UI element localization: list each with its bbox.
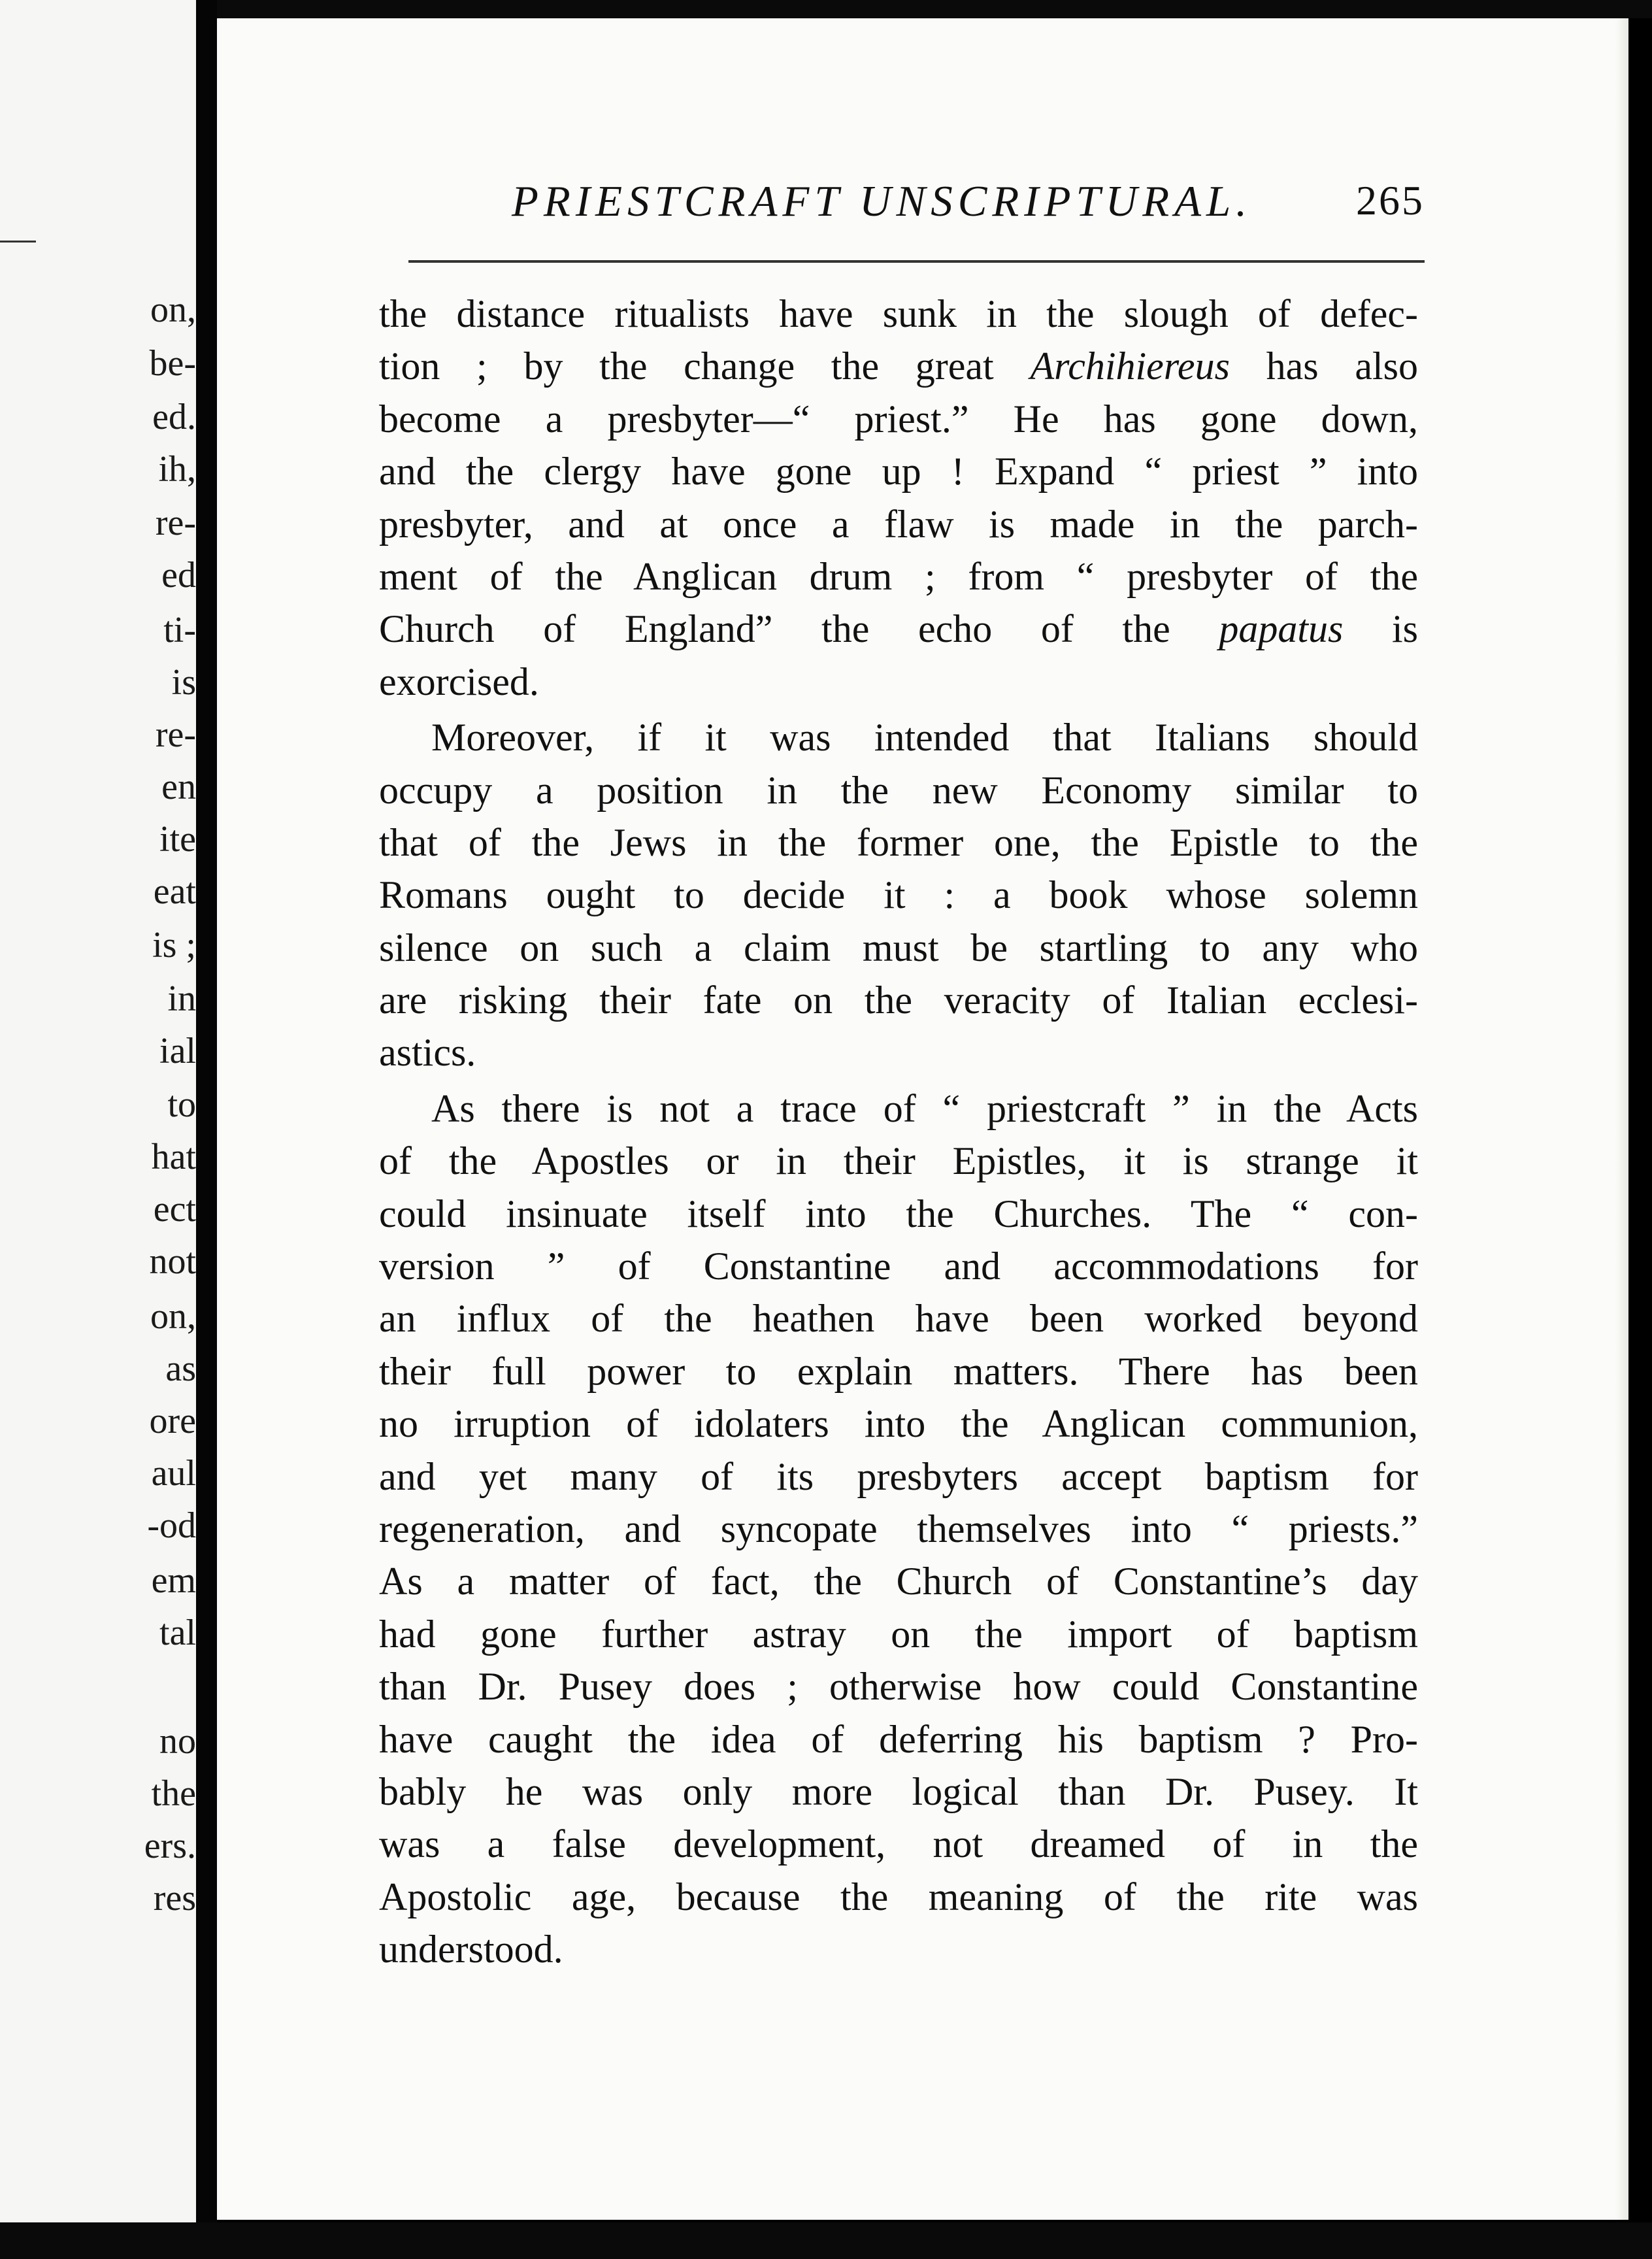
left-fragment: tal (159, 1613, 196, 1653)
italic-term: Archihiereus (1030, 344, 1230, 388)
text-line: As a matter of fact, the Church of Constantine’s day (379, 1560, 1418, 1603)
left-fragment: not (149, 1241, 196, 1282)
text-line: astics. (379, 1031, 476, 1075)
text-line: understood. (379, 1928, 563, 1971)
left-fragment: in (167, 979, 196, 1019)
left-fragment: ore (149, 1401, 196, 1441)
left-fragment: ed. (152, 397, 196, 437)
left-fragment: ti- (163, 610, 196, 650)
running-title: PRIESTCRAFT UNSCRIPTURAL. (512, 177, 1253, 226)
book-gutter (196, 0, 217, 2259)
body-text (379, 288, 1418, 1976)
page-number: 265 (1356, 177, 1425, 224)
left-fragment: aul (151, 1453, 196, 1494)
text-line: their full power to explain matters. There has been (379, 1349, 1418, 1393)
left-fragment: res (153, 1878, 196, 1918)
text-line: Moreover, if it was intended that Italians should (431, 716, 1418, 760)
text-segment: has also (1266, 344, 1418, 388)
left-fragment: no (159, 1721, 196, 1762)
left-fragment: ite (159, 819, 196, 860)
text-line: version ” of Constantine and accommodations for (379, 1245, 1418, 1288)
left-fragment: as (165, 1348, 196, 1389)
text-line: Apostolic age, because the meaning of the rite was (379, 1875, 1418, 1918)
text-line: Romans ought to decide it : a book whose solemn (379, 873, 1418, 917)
left-fragment: em (151, 1560, 196, 1601)
previous-page-fragment (0, 0, 197, 2222)
paragraph (379, 1082, 1418, 1976)
running-header (297, 163, 1425, 226)
left-fragment: on, (150, 290, 196, 330)
scan-border-top (196, 0, 1652, 18)
left-fragment: ih, (158, 449, 196, 490)
text-line: become a presbyter—“ priest.” He has gone down, (379, 397, 1418, 441)
text-line: As there is not a trace of “ priestcraft ” in the Acts (431, 1086, 1418, 1130)
left-fragment: be- (149, 343, 196, 384)
text-line: presbyter, and at once a flaw is made in the parch- (379, 502, 1418, 546)
left-fragment: ers. (144, 1826, 196, 1866)
left-fragment: the (151, 1773, 196, 1814)
text-line: than Dr. Pusey does ; otherwise how could Constantine (379, 1665, 1418, 1709)
text-line: an influx of the heathen have been worked beyond (379, 1297, 1418, 1341)
previous-page-header-rule (0, 241, 36, 243)
text-line: regeneration, and syncopate themselves into “ priests.” (379, 1507, 1418, 1550)
left-fragment: on, (150, 1296, 196, 1337)
text-line: and the clergy have gone up ! Expand “ priest ” into (379, 450, 1418, 494)
text-line: silence on such a claim must be startling to any who (379, 926, 1418, 969)
left-fragment: eat (153, 871, 196, 912)
left-fragment: ect (153, 1189, 196, 1230)
left-fragment: hat (151, 1137, 196, 1177)
text-line: was a false development, not dreamed of in the (379, 1822, 1418, 1866)
left-fragment: re- (155, 714, 196, 755)
left-fragment: ed (161, 555, 196, 595)
text-line: that of the Jews in the former one, the Epistle to the (379, 820, 1418, 864)
text-line: bably he was only more logical than Dr. Pusey. It (379, 1769, 1418, 1813)
italic-term: papatus (1219, 607, 1344, 651)
scan-border-bottom (0, 2222, 1652, 2259)
text-line: ment of the Anglican drum ; from “ presbyter of the (379, 554, 1418, 598)
text-line: occupy a position in the new Economy similar to (379, 768, 1418, 812)
left-fragment: en (161, 767, 196, 807)
header-rule (408, 260, 1425, 263)
text-line (379, 603, 1418, 655)
page-edge-shadow (1615, 18, 1628, 2220)
left-fragment: is (171, 662, 196, 703)
left-fragment: ial (159, 1031, 196, 1071)
left-fragment: is ; (152, 925, 196, 965)
left-fragment: to (167, 1084, 196, 1125)
text-line: the distance ritualists have sunk in the slough of defec- (379, 292, 1418, 335)
text-segment: is (1392, 607, 1419, 651)
text-line: had gone further astray on the import of baptism (379, 1612, 1418, 1656)
text-line: of the Apostles or in their Epistles, it is strange it (379, 1139, 1418, 1183)
text-line: no irruption of idolaters into the Anglican communion, (379, 1402, 1418, 1446)
left-fragment: -od (147, 1505, 196, 1546)
text-segment: Church of England” the echo of the (379, 607, 1170, 651)
text-line: exorcised. (379, 660, 539, 703)
text-line (379, 340, 1418, 392)
paragraph (379, 711, 1418, 1079)
left-fragment: re- (155, 503, 196, 543)
text-line: and yet many of its presbyters accept baptism for (379, 1454, 1418, 1498)
paragraph (379, 288, 1418, 708)
text-line: could insinuate itself into the Churches. The “ con- (379, 1192, 1418, 1235)
text-line: are risking their fate on the veracity of Italian ecclesi- (379, 979, 1418, 1022)
text-segment: tion ; by the change the great (379, 344, 994, 388)
text-line: have caught the idea of deferring his baptism ? Pro- (379, 1717, 1418, 1761)
